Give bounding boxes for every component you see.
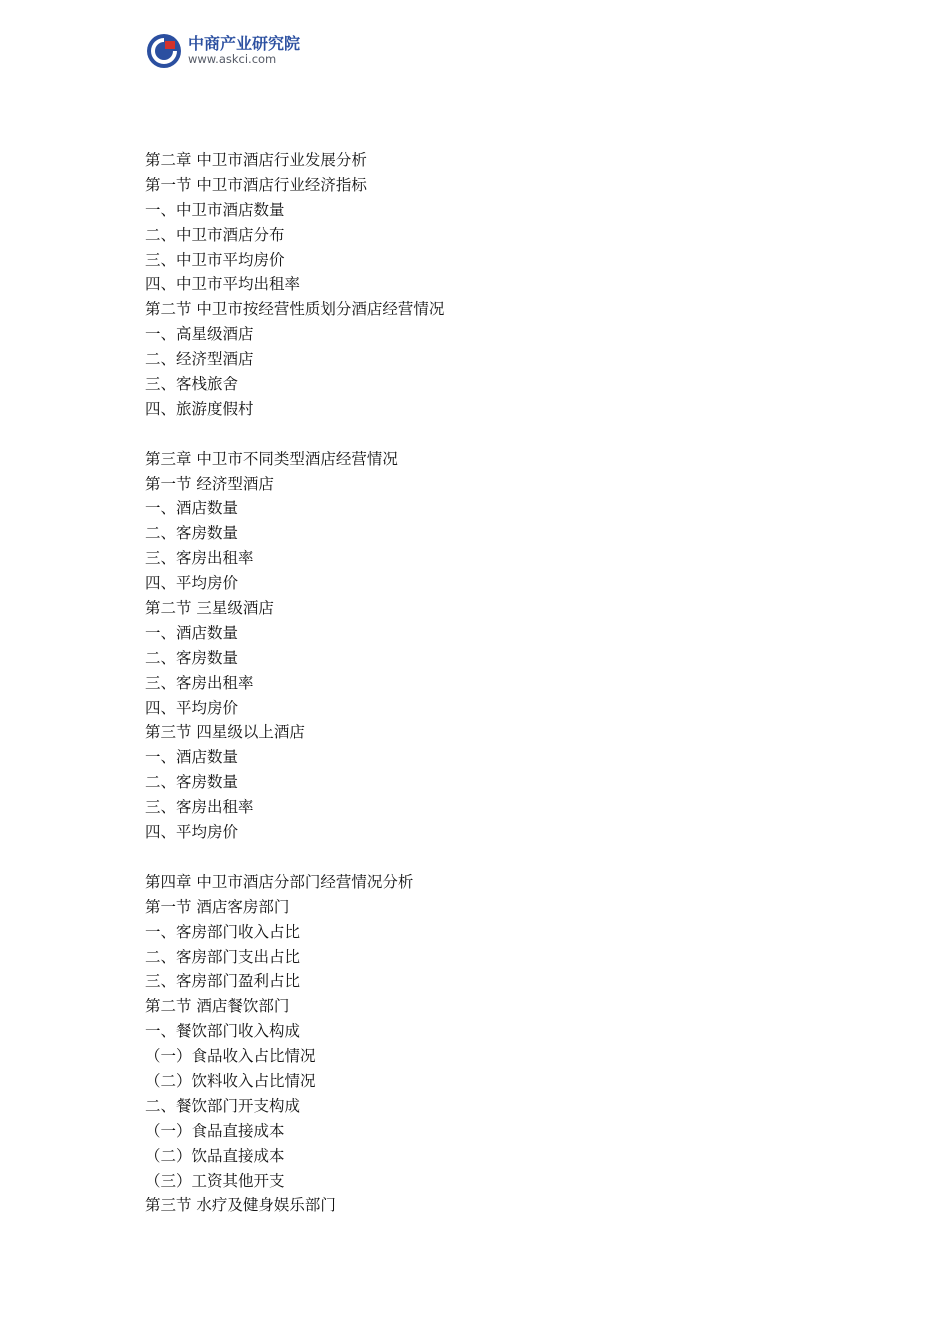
toc-line: 二、客房数量: [145, 524, 239, 543]
toc-line: 一、酒店数量: [145, 748, 239, 767]
logo-text: [188, 36, 300, 66]
toc-line: 二、客房数量: [145, 773, 239, 792]
toc-line: 第二节 三星级酒店: [145, 599, 274, 618]
toc-line: 一、客房部门收入占比: [145, 922, 301, 941]
toc-line: 三、客房出租率: [145, 798, 254, 817]
logo-name: 中商产业研究院: [188, 34, 301, 54]
table-of-contents: [145, 148, 845, 1218]
toc-line: 四、平均房价: [145, 574, 239, 593]
toc-line: 第三节 水疗及健身娱乐部门: [145, 1196, 336, 1215]
toc-line: 第一节 经济型酒店: [145, 474, 274, 493]
toc-line: 第一节 酒店客房部门: [145, 897, 290, 916]
toc-line: 三、客房出租率: [145, 549, 254, 568]
toc-line: 一、中卫市酒店数量: [145, 200, 285, 219]
toc-line: 三、中卫市平均房价: [145, 250, 285, 269]
toc-line: 第二章 中卫市酒店行业发展分析: [145, 151, 367, 169]
toc-line: （一）食品收入占比情况: [145, 1047, 316, 1066]
toc-line: 三、客栈旅舍: [145, 375, 239, 394]
toc-line: 四、平均房价: [145, 823, 239, 842]
logo-url: www.askci.com: [188, 52, 277, 67]
toc-line: 第四章 中卫市酒店分部门经营情况分析: [145, 872, 414, 891]
toc-line: 二、中卫市酒店分布: [145, 225, 285, 244]
toc-line: 三、客房部门盈利占比: [145, 972, 301, 991]
toc-line: 一、餐饮部门收入构成: [145, 1022, 301, 1041]
toc-line: 一、高星级酒店: [145, 325, 254, 344]
toc-line: 一、酒店数量: [145, 623, 239, 642]
toc-line: 四、中卫市平均出租率: [145, 275, 301, 294]
toc-spacer: [145, 845, 845, 870]
toc-line: 二、餐饮部门开支构成: [145, 1096, 301, 1115]
toc-line: 二、客房部门支出占比: [145, 947, 301, 966]
toc-line: 四、旅游度假村: [145, 399, 254, 418]
toc-spacer: [145, 422, 845, 447]
toc-line: （二）饮品直接成本: [145, 1146, 285, 1165]
page-header: [146, 33, 300, 69]
toc-line: （一）食品直接成本: [145, 1121, 285, 1140]
toc-line: 二、经济型酒店: [145, 350, 254, 369]
toc-line: 第二节 酒店餐饮部门: [145, 997, 290, 1016]
askci-logo-icon: [146, 33, 182, 69]
toc-line: （三）工资其他开支: [145, 1171, 285, 1190]
toc-line: （二）饮料收入占比情况: [145, 1071, 316, 1090]
toc-line: 第三章 中卫市不同类型酒店经营情况: [145, 449, 398, 468]
toc-line: 三、客房出租率: [145, 673, 254, 692]
toc-line: 四、平均房价: [145, 698, 239, 717]
toc-line: 第二节 中卫市按经营性质划分酒店经营情况: [145, 300, 445, 319]
toc-line: 二、客房数量: [145, 648, 239, 667]
toc-line: 第一节 中卫市酒店行业经济指标: [145, 175, 367, 194]
toc-line: 一、酒店数量: [145, 499, 239, 518]
toc-line: 第三节 四星级以上酒店: [145, 723, 305, 742]
